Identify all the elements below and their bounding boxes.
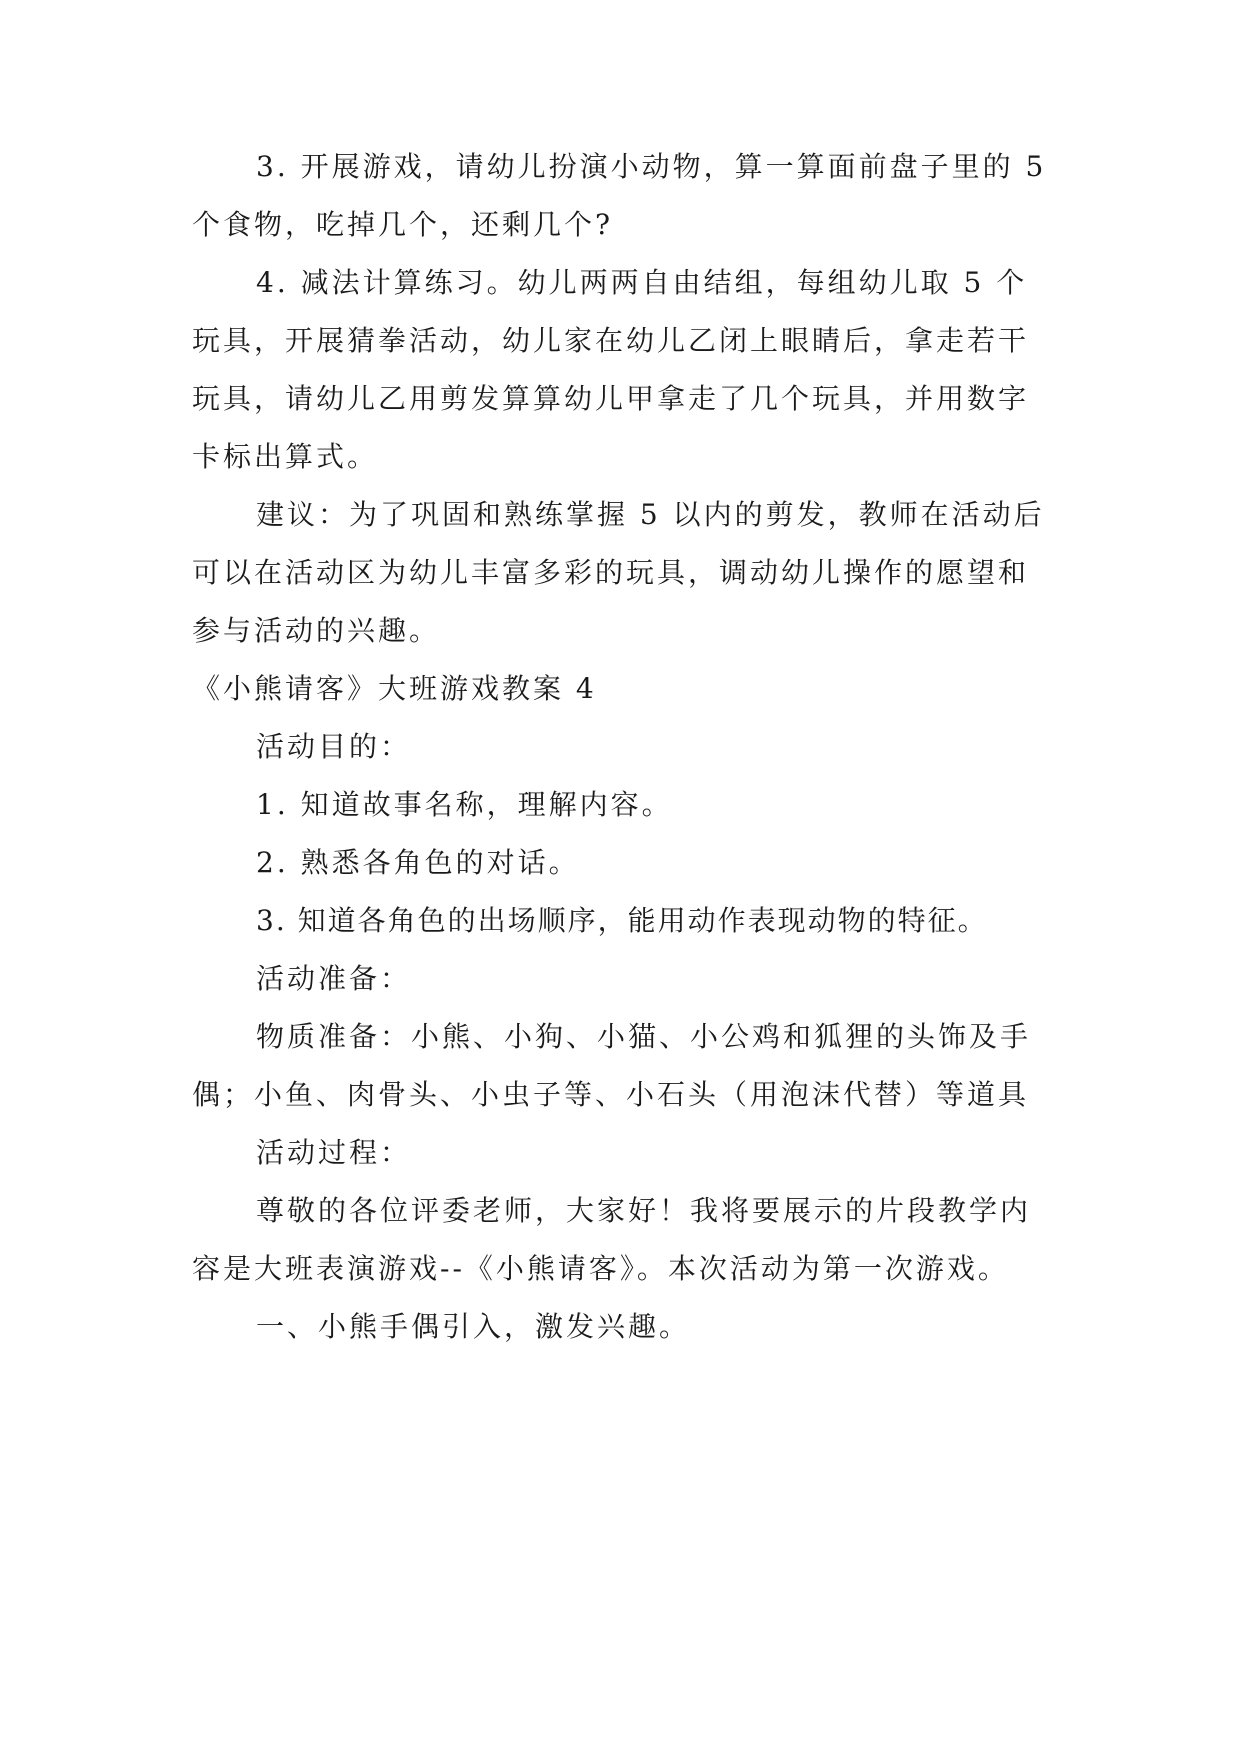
paragraph-step-3: 3. 开展游戏，请幼儿扮演小动物，算一算面前盘子里的 5 个食物，吃掉几个，还剩几个? <box>192 150 1047 241</box>
paragraph-preparation-heading: 活动准备： <box>256 962 412 995</box>
section-upper <box>192 138 1052 660</box>
paragraph-introduction: 尊敬的各位评委老师，大家好！我将要展示的片段教学内容是大班表演游戏--《小熊请客》。本次活动为第一次游戏。 <box>192 1194 1032 1285</box>
paragraph-step-4: 4. 减法计算练习。幼儿两两自由结组，每组幼儿取 5 个玩具，开展猜拳活动，幼儿家在幼儿乙闭上眼睛后，拿走若干玩具，请幼儿乙用剪发算算幼儿甲拿走了几个玩具，并用数字卡标出算式。 <box>192 266 1030 473</box>
paragraph-activity-goal-heading: 活动目的： <box>256 730 412 763</box>
paragraph-goal-2: 2. 熟悉各角色的对话。 <box>256 846 580 879</box>
section-title: 《小熊请客》大班游戏教案 4 <box>192 672 597 705</box>
paragraph-part-one: 一、小熊手偶引入，激发兴趣。 <box>256 1310 691 1343</box>
paragraph-material-preparation: 物质准备：小熊、小狗、小猫、小公鸡和狐狸的头饰及手偶；小鱼、肉骨头、小虫子等、小石头（用泡沫代替）等道具 <box>192 1020 1032 1111</box>
paragraph-process-heading: 活动过程： <box>256 1136 412 1169</box>
paragraph-suggestion: 建议：为了巩固和熟练掌握 5 以内的剪发，教师在活动后可以在活动区为幼儿丰富多彩的玩具，调动幼儿操作的愿望和参与活动的兴趣。 <box>192 498 1045 647</box>
paragraph-goal-1: 1. 知道故事名称，理解内容。 <box>256 788 673 821</box>
section-lesson-plan-4 <box>192 660 1052 1356</box>
paragraph-goal-3: 3. 知道各角色的出场顺序，能用动作表现动物的特征。 <box>256 904 988 937</box>
